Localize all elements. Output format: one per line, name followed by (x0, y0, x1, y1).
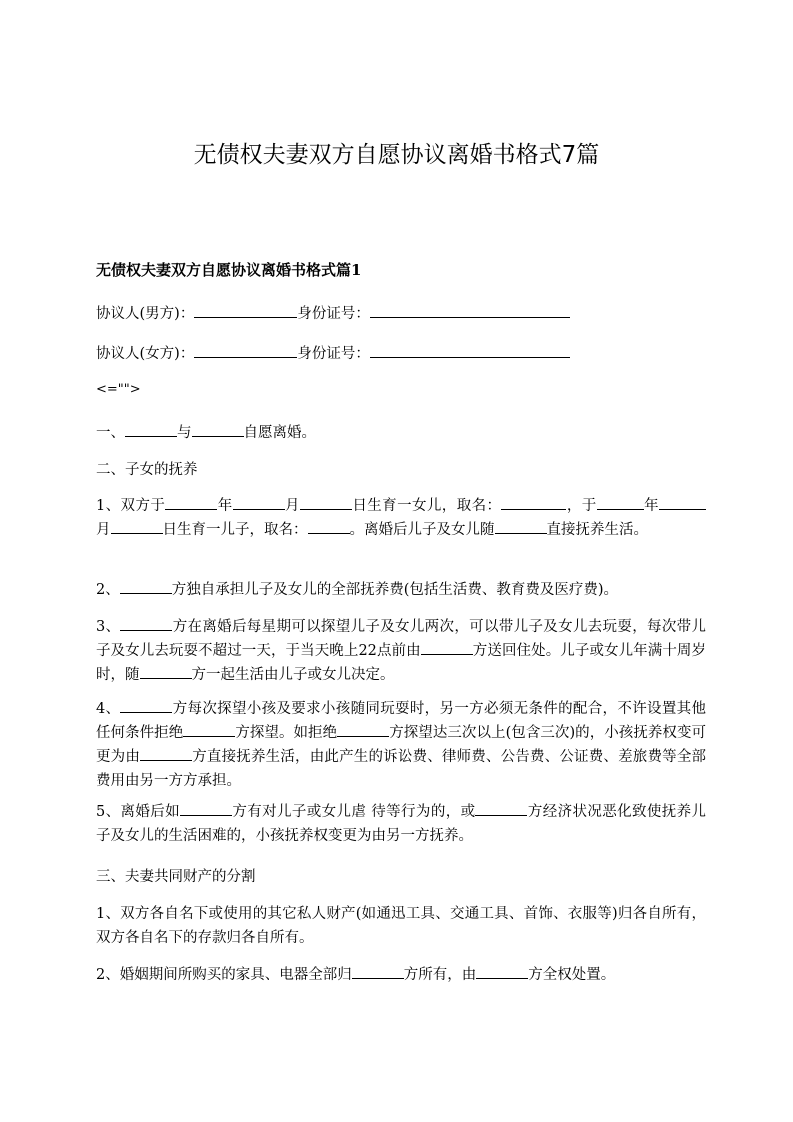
blank-field (337, 722, 389, 737)
id-blank (370, 343, 570, 358)
page-title: 无债权夫妻双方自愿协议离婚书格式7篇 (193, 142, 600, 168)
clause-text: 4、 (96, 701, 121, 717)
clause-text: 方经济状况恶化致使抚养儿子及女儿的生活困难的，小孩抚养权变更为由另一方抚养。 (96, 804, 707, 844)
clause-text: 月 (284, 498, 300, 514)
blank-field (233, 495, 285, 510)
name-blank (194, 303, 297, 318)
clause-text: 方一起生活由儿子或女儿决定。 (191, 667, 395, 683)
clause-text: 方全权处置。 (528, 967, 616, 983)
blank-field (300, 495, 352, 510)
blank-field (352, 964, 404, 979)
clause-text: 直接抚养生活。 (546, 522, 648, 538)
property-clause-1: 1、双方各自名下或使用的其它私人财产(如通迅工具、交通工具、首饰、衣服等)归各自所有，双方各自名下的存款归各自所有。 (96, 906, 706, 946)
clause-text: 方所有，由 (403, 967, 477, 983)
clause-text: 5、离婚后如 (96, 804, 181, 820)
section-three-heading: 三、夫妻共同财产的分割 (96, 869, 256, 885)
artifact-text: <=""> (96, 382, 141, 397)
id-label: 身份证号： (297, 346, 370, 362)
party-male-label: 协议人(男方)： (96, 306, 195, 322)
clause-text: 2、婚姻期间所购买的家具、电器全部归 (96, 967, 352, 983)
clause-text: 日生育一儿子，取名： (162, 522, 308, 538)
section-heading: 无债权夫妻双方自愿协议离婚书格式篇1 (96, 261, 362, 279)
blank-field (308, 519, 350, 534)
child-clause-5 (96, 800, 706, 848)
child-clause-1 (96, 494, 706, 542)
clause-text: 月 (96, 522, 111, 538)
blank-field (659, 495, 706, 510)
clause-text: 方送回住处。儿子或女儿年满十周岁时，随 (96, 643, 707, 683)
clause-text: 3、 (96, 619, 121, 635)
blank-field (120, 579, 172, 594)
child-clause-3 (96, 615, 706, 687)
clause-text: ，于 (566, 498, 597, 514)
clause-text: 年 (643, 498, 660, 514)
blank-field (421, 640, 473, 655)
clause-text: 自愿离婚。 (243, 425, 316, 441)
clause-text: 日生育一女儿，取名： (351, 498, 502, 514)
blank-field (501, 495, 566, 510)
clause-text: 与 (177, 425, 192, 441)
blank-field (125, 422, 177, 437)
blank-field (597, 495, 644, 510)
blank-field (140, 746, 192, 761)
clause-text: 方有对儿子或女儿虐 待等行为的，或 (232, 804, 476, 820)
child-clause-2 (96, 578, 706, 602)
clause-text: 方直接抚养生活，由此产生的诉讼费、律师费、公告费、公证费、差旅费等全部费用由另一方方承担。 (96, 749, 707, 789)
blank-field (165, 495, 217, 510)
blank-field (120, 616, 172, 631)
clause-text: 1、双方于 (96, 498, 166, 514)
clause-text: 一、 (96, 425, 125, 441)
party-male-line (96, 302, 706, 326)
clause-text: 方独自承担儿子及女儿的全部抚养费(包括生活费、教育费及医疗费)。 (171, 582, 619, 598)
blank-field (192, 422, 244, 437)
clause-one (96, 421, 706, 445)
child-clause-4 (96, 697, 706, 793)
clause-text: 方探望达三次以上(包含三次)的，小孩抚养权变可更为由 (96, 725, 707, 765)
party-female-line (96, 342, 706, 366)
name-blank (194, 343, 297, 358)
blank-field (475, 801, 527, 816)
section-two-heading: 二、子女的抚养 (96, 462, 198, 478)
clause-text: 年 (217, 498, 233, 514)
blank-field (180, 801, 232, 816)
blank-field (140, 664, 192, 679)
blank-field (476, 964, 528, 979)
party-female-label: 协议人(女方)： (96, 346, 195, 362)
id-label: 身份证号： (297, 306, 370, 322)
blank-field (120, 698, 172, 713)
property-clause-2 (96, 963, 706, 987)
clause-text: 方探望。如拒绝 (235, 725, 338, 741)
clause-text: 方在离婚后每星期可以探望儿子及女儿两次，可以带儿子及女儿去玩耍，每次带儿子及女儿去玩耍不超过一天，于当天晚上22点前由 (96, 619, 706, 659)
clause-text: 方每次探望小孩及要求小孩随同玩耍时，另一方必须无条件的配合，不许设置其他任何条件拒绝 (96, 701, 706, 741)
id-blank (370, 303, 570, 318)
clause-text: 。离婚后儿子及女儿随 (349, 522, 495, 538)
blank-field (111, 519, 163, 534)
clause-text: 2、 (96, 582, 120, 598)
blank-field (183, 722, 235, 737)
blank-field (495, 519, 547, 534)
